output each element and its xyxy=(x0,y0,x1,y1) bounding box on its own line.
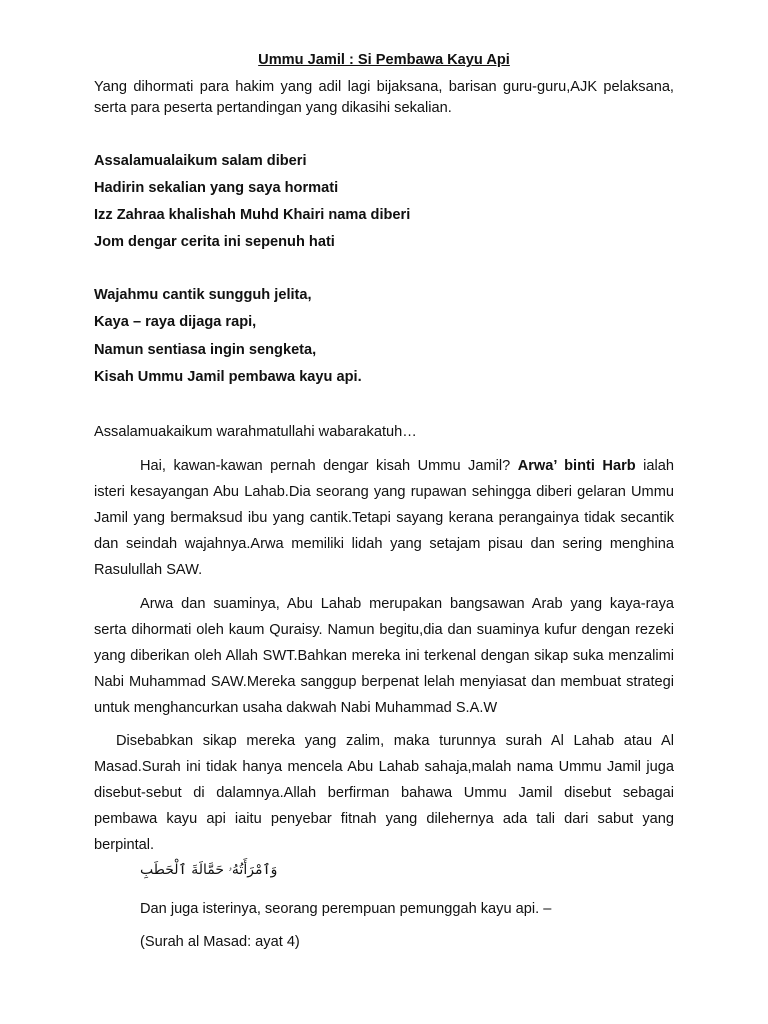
verse-reference: (Surah al Masad: ayat 4) xyxy=(140,934,300,950)
verse-translation: Dan juga isterinya, seorang perempuan pemunggah kayu api. – xyxy=(140,901,552,917)
verse1-line-4: Jom dengar cerita ini sepenuh hati xyxy=(94,234,335,250)
salam-line: Assalamuakaikum warahmatullahi wabarakatuh… xyxy=(94,424,417,440)
paragraph-2: Arwa dan suaminya, Abu Lahab merupakan bangsawan Arab yang kaya-raya serta dihormati oleh kaum Quraisy. Namun begitu,dia dan suaminya kufur dengan rezeki yang diberikan oleh Allah SWT.Bahkan mereka ini terkenal dengan sikap suka menzalimi Nabi Muhammad SAW.Mereka sanggup berpenat lelah menyiasat dan membuat strategi untuk menghancurkan usaha dakwah Nabi Muhammad S.A.W xyxy=(94,596,674,716)
verse2-line-4: Kisah Ummu Jamil pembawa kayu api. xyxy=(94,369,362,385)
verse1-line-2: Hadirin sekalian yang saya hormati xyxy=(94,180,339,196)
document-title: Ummu Jamil : Si Pembawa Kayu Api xyxy=(258,52,510,68)
paragraph-3: Disebabkan sikap mereka yang zalim, maka turunnya surah Al Lahab atau Al Masad.Surah ini tidak hanya mencela Abu Lahab sahaja,malah nama Ummu Jamil juga disebut-sebut di dalamnya.Allah berfirman bahawa Ummu Jamil disebut sebagai pembawa kayu api iaitu penyebar fitnah yang dilehernya ada tali dari sabut yang berpintal. xyxy=(94,733,674,853)
paragraph-1 xyxy=(94,453,674,583)
paragraph-1-intro: Hai, kawan-kawan pernah dengar kisah Ummu Jamil? xyxy=(140,458,518,474)
greeting-paragraph: Yang dihormati para hakim yang adil lagi bijaksana, barisan guru-guru,AJK pelaksana, serta para peserta pertandingan yang dikasihi sekalian. xyxy=(94,79,674,116)
verse2-line-3: Namun sentiasa ingin sengketa, xyxy=(94,342,317,358)
verse1-line-1: Assalamualaikum salam diberi xyxy=(94,153,307,169)
verse2-line-1: Wajahmu cantik sungguh jelita, xyxy=(94,287,312,303)
paragraph-1-body: ialah isteri kesayangan Abu Lahab.Dia seorang yang rupawan sehingga diberi gelaran Ummu Jamil yang bermaksud ibu yang cantik.Tetapi sayang kerana perangainya tidak secantik dan seindah wajahnya.Arwa memiliki lidah yang setajam pisau dan sering menghina Rasulullah SAW. xyxy=(94,458,675,578)
verse2-line-2: Kaya – raya dijaga rapi, xyxy=(94,314,257,330)
verse1-line-3: Izz Zahraa khalishah Muhd Khairi nama diberi xyxy=(94,207,411,223)
arabic-verse: وَٱمْرَأَتُهُۥ حَمَّالَةَ ٱلْحَطَبِ xyxy=(140,862,278,878)
paragraph-1-name: Arwa’ binti Harb xyxy=(517,458,636,474)
